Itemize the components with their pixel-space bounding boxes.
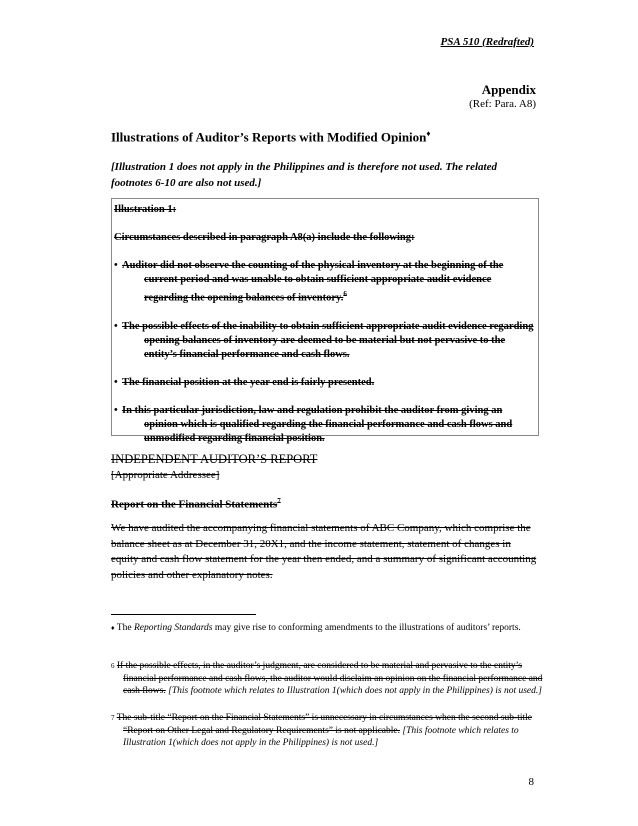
bullet-glyph: •: [114, 376, 118, 388]
footnote-mark: 6: [111, 662, 115, 670]
bullet-text: The financial position at the year end is fairly presented.: [122, 376, 375, 388]
intro-note: [Illustration 1 does not apply in the Philippines and is therefore not used. The related footnotes 6-10 are also not used.]: [111, 161, 497, 189]
footnote-mark-diamond: ♦: [426, 129, 431, 138]
illustration-title: Illustration 1:: [114, 204, 177, 215]
footnote-7: [111, 712, 553, 750]
footnote-ref: 7: [277, 497, 281, 505]
footnote-struck-text: The sub-title “Report on the Financial Statements” is unnecessary in circumstances when the second sub-title “Report on Other Legal and Regulatory Requirements” is not applicable.: [116, 713, 532, 736]
footnote-6: [111, 660, 553, 698]
footnote-separator: [111, 614, 256, 615]
footnote-text: may give rise to conforming amendments to the illustrations of auditors’ reports.: [212, 623, 521, 633]
bullet-text: Auditor did not observe the counting of the physical inventory at the beginning of the current period and was unable to obtain sufficient appropriate audit evidence regarding the opening balances of inventory.: [122, 260, 504, 304]
footnote-diamond: [111, 622, 553, 635]
footnote-struck-text: If the possible effects, in the auditor’s judgment, are considered to be material and pervasive to the entity’s financial performance and cash flows, the auditor would disclaim an opinion on the financial performance and cash flows.: [116, 661, 543, 696]
bullet-glyph: •: [114, 260, 118, 271]
report-body: We have audited the accompanying financial statements of ABC Company, which comprise the balance sheet as at December 31, 20X1, and the income statement, statement of changes in equity and cash flow statement for the year then ended, and a summary of significant accounting policies and other explanatory notes.: [111, 522, 537, 581]
page-number: 8: [528, 776, 534, 788]
footnote-note: [This footnote which relates to Illustration 1(which does not apply in the Philippines) is not used.]: [168, 686, 542, 696]
report-subtitle: [111, 497, 281, 511]
illustration-circumstances: Circumstances described in paragraph A8(a) include the following:: [114, 232, 415, 243]
footnote-italic-text: Reporting Standards: [133, 623, 213, 633]
report-addressee: [Appropriate Addressee]: [111, 469, 220, 481]
footnote-text: The: [116, 623, 134, 633]
section-heading-text: Illustrations of Auditor’s Reports with Modified Opinion: [111, 129, 427, 145]
bullet-text: The possible effects of the inability to obtain sufficient appropriate audit evidence regarding opening balances of inventory are deemed to be material but not pervasive to the entity’s financial performance and cash flows.: [122, 320, 534, 360]
illustration-box: [111, 198, 539, 444]
footnote-ref: 6: [343, 290, 347, 298]
illustration-bullet: [114, 376, 536, 390]
section-heading: [111, 129, 431, 145]
bullet-glyph: •: [114, 320, 118, 332]
footnote-mark: ♦: [111, 624, 115, 632]
footnote-mark: 7: [111, 714, 115, 722]
report-subtitle-text: Report on the Financial Statements: [111, 498, 278, 511]
document-reference: PSA 510 (Redrafted): [440, 36, 534, 48]
bullet-glyph: •: [114, 404, 118, 416]
illustration-bullet: [114, 259, 536, 306]
illustration-bullet: [114, 404, 536, 446]
footnote-note: [This footnote which relates to Illustration 1(which does not apply in the Philippines) is not used.]: [123, 725, 519, 748]
illustration-bullet: [114, 320, 536, 362]
appendix-title: Appendix: [481, 82, 536, 97]
appendix-reference: (Ref: Para. A8): [469, 98, 536, 110]
bullet-text: In this particular jurisdiction, law and regulation prohibit the auditor from giving an opinion which is qualified regarding the financial performance and cash flows and unmodified regarding financial position.: [122, 404, 513, 444]
report-title: INDEPENDENT AUDITOR’S REPORT: [111, 452, 318, 466]
